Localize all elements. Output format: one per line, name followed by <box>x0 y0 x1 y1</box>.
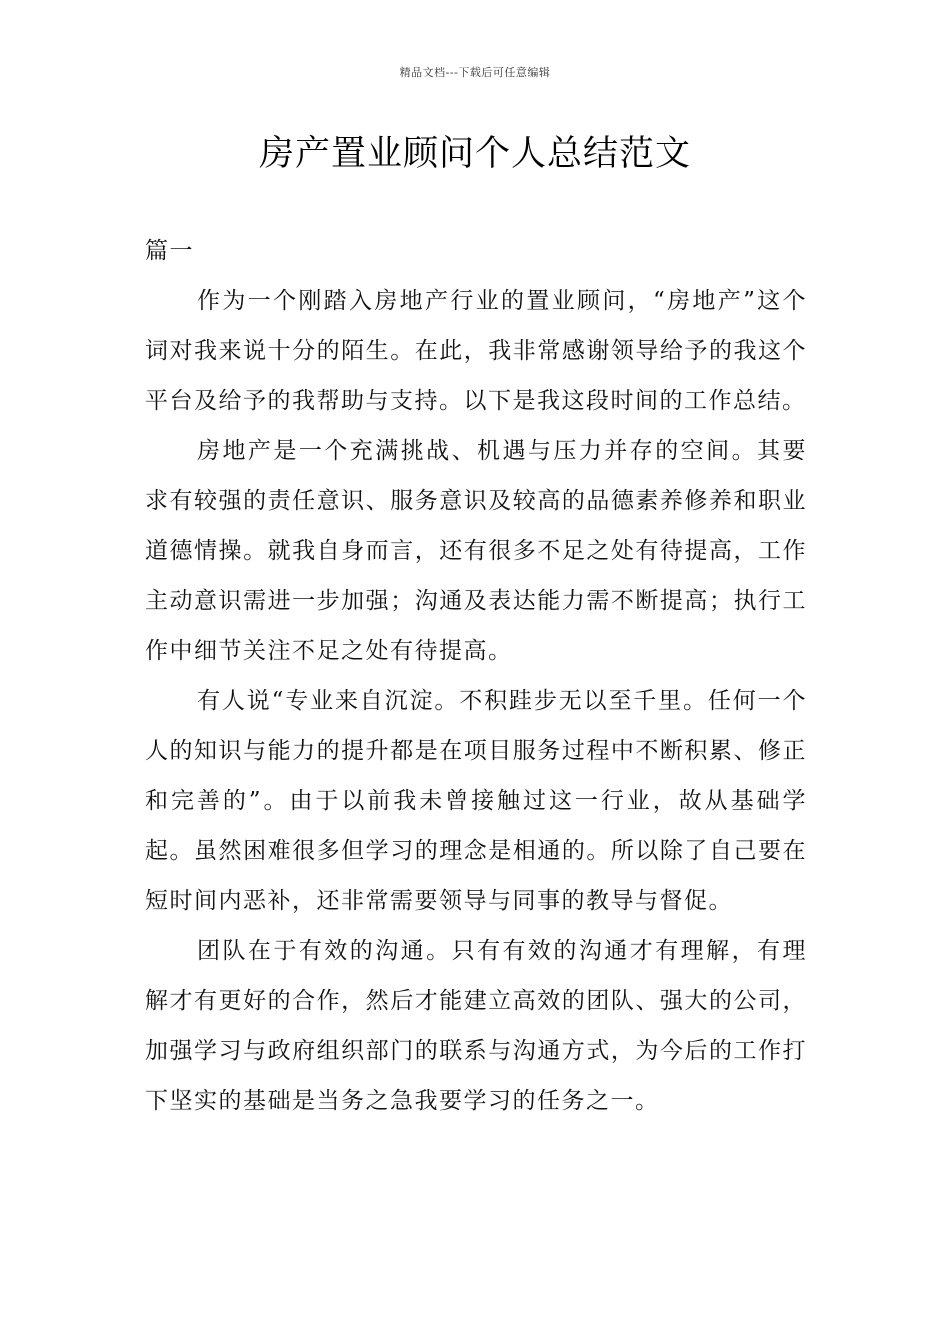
document-body <box>145 226 807 1126</box>
header-note: 精品文档---下载后可任意编辑 <box>399 66 551 79</box>
paragraph-4: 团队在于有效的沟通。只有有效的沟通才有理解，有理解才有更好的合作，然后才能建立高效的团队、强大的公司，加强学习与政府组织部门的联系与沟通方式，为今后的工作打下坚实的基础是当务之急我要学习的任务之一。 <box>145 938 807 1114</box>
document-title: 房产置业顾问个人总结范文 <box>258 134 691 174</box>
paragraph-1: 作为一个刚踏入房地产行业的置业顾问，“房地产”这个词对我来说十分的陌生。在此，我非常感谢领导给予的我这个平台及给予的我帮助与支持。以下是我这段时间的工作总结。 <box>145 288 807 414</box>
paragraph-2: 房地产是一个充满挑战、机遇与压力并存的空间。其要求有较强的责任意识、服务意识及较高的品德素养修养和职业道德情操。就我自身而言，还有很多不足之处有待提高，工作主动意识需进一步加强；沟通及表达能力需不断提高；执行工作中细节关注不足之处有待提高。 <box>145 438 807 664</box>
paragraph-3: 有人说“专业来自沉淀。不积跬步无以至千里。任何一个人的知识与能力的提升都是在项目服务过程中不断积累、修正和完善的”。由于以前我未曾接触过这一行业，故从基础学起。虽然困难很多但学习的理念是相通的。所以除了自己要在短时间内恶补，还非常需要领导与同事的教导与督促。 <box>145 688 807 914</box>
section-label: 篇一 <box>145 238 194 264</box>
